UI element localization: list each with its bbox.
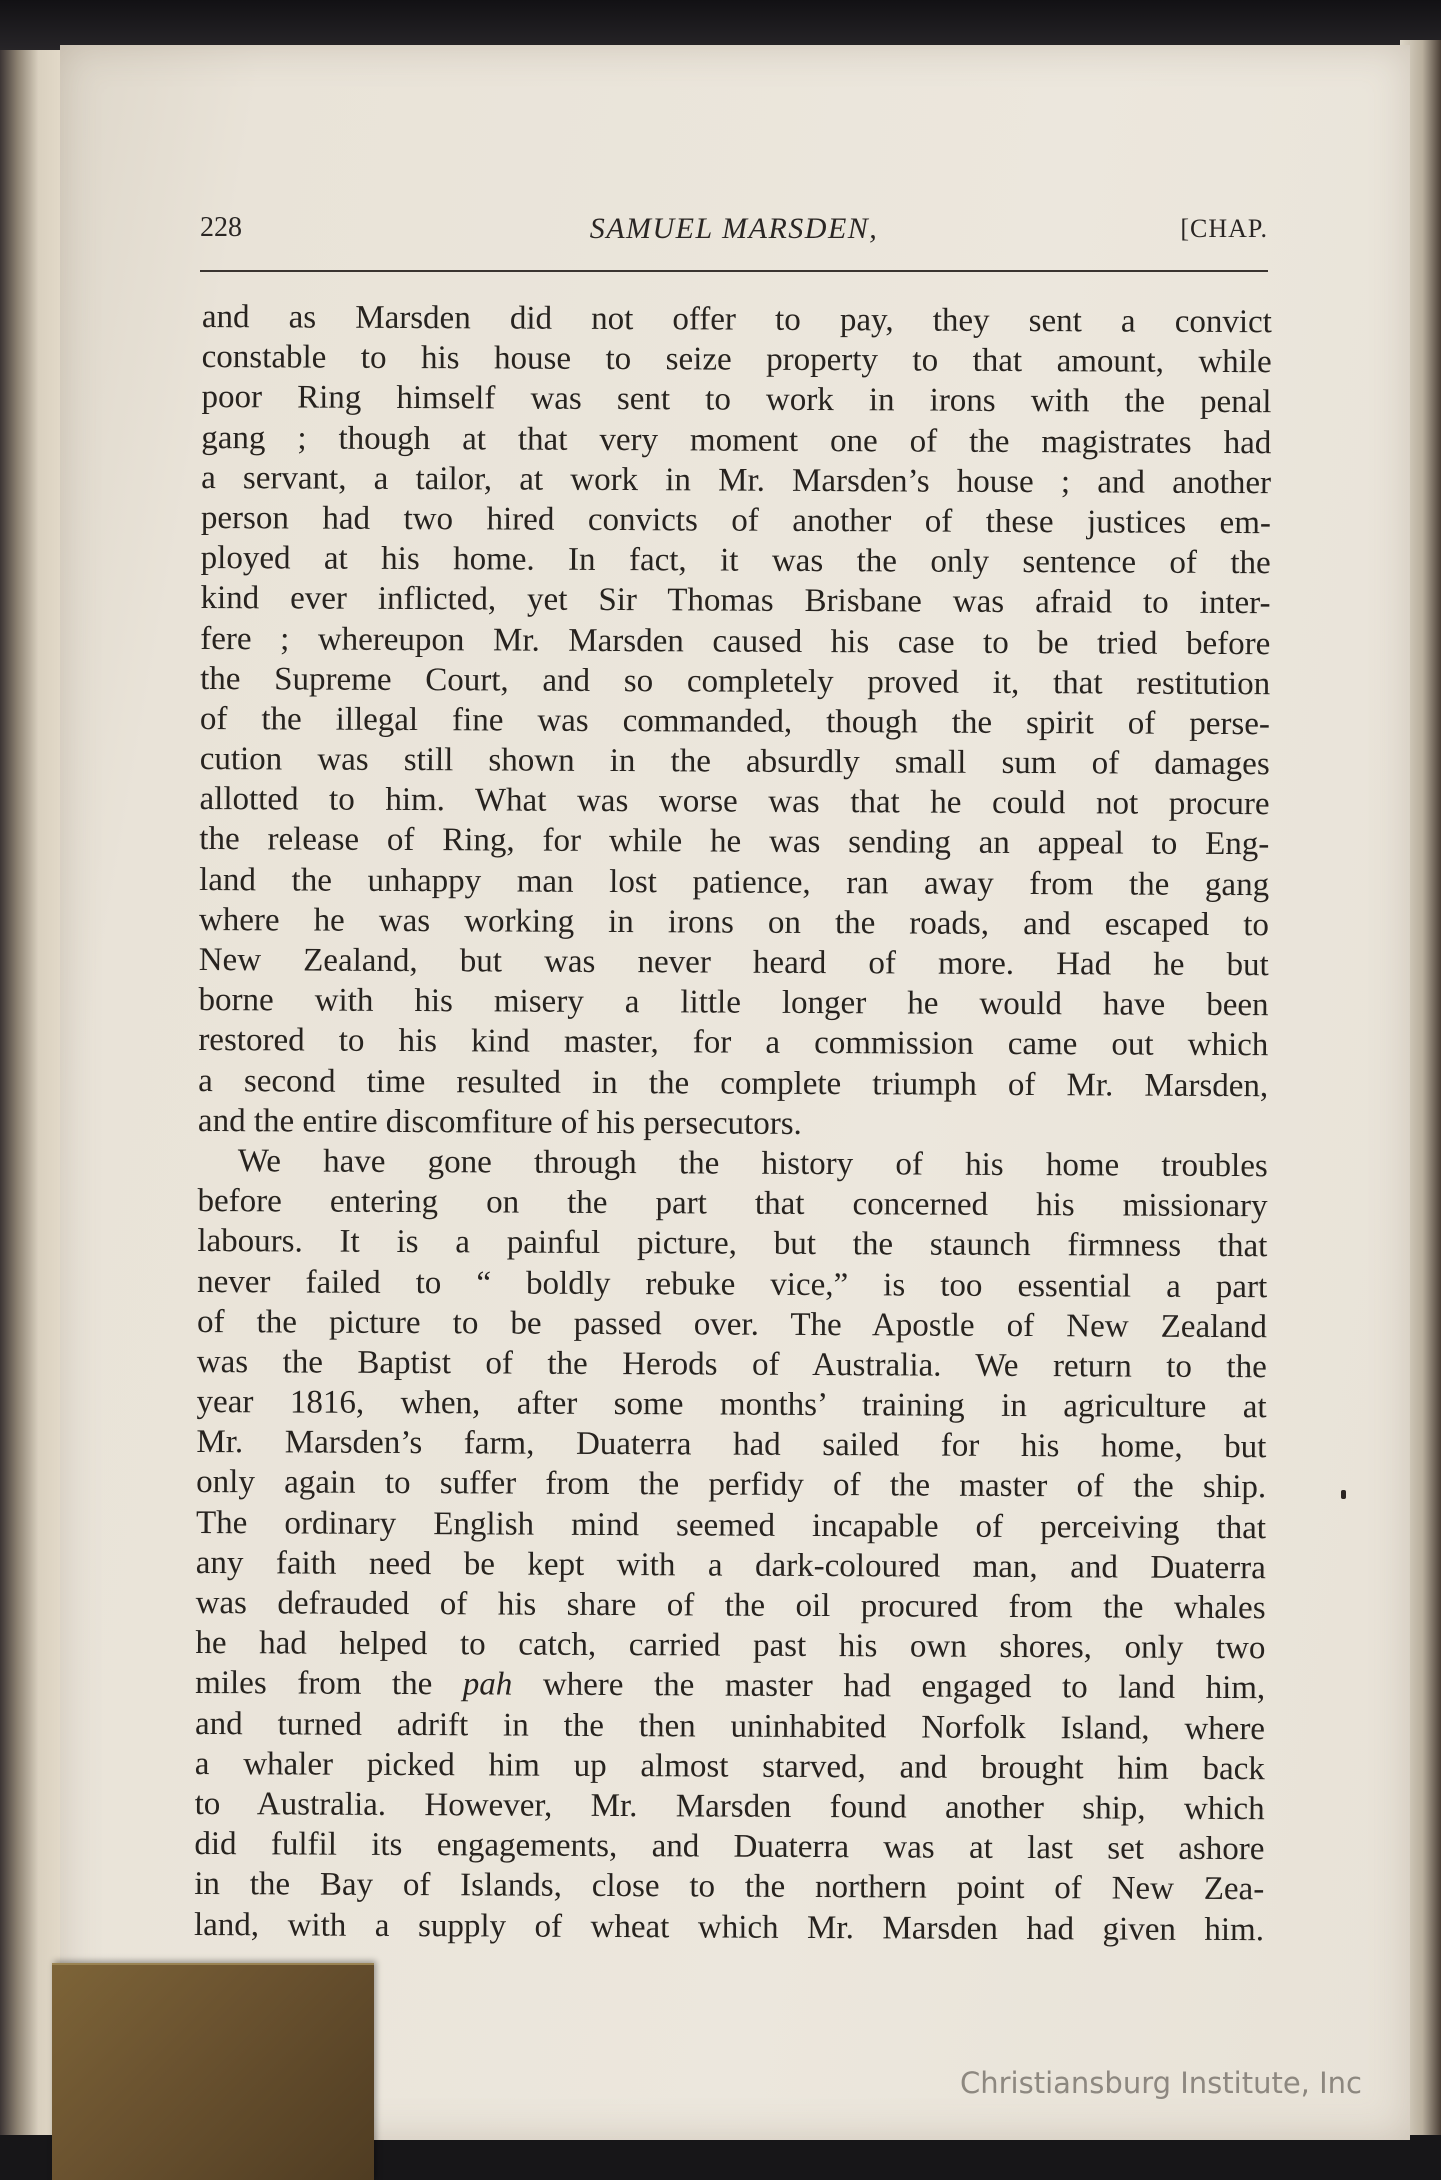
text-line-with-italic xyxy=(195,1663,1265,1708)
text-line: gang ; though at that very moment one of the magistrates had xyxy=(201,419,1272,461)
text-line: before entering on the part that concerned his missionary xyxy=(197,1183,1268,1225)
text-line: land, with a supply of wheat which Mr. Marsden had given him. xyxy=(193,1906,1265,1948)
body-text xyxy=(194,297,1272,1950)
line-remainder: where the master had engaged to land him, xyxy=(542,1667,1266,1707)
running-title: SAMUEL MARSDEN, xyxy=(589,212,879,245)
page-number: 228 xyxy=(200,212,242,243)
text-line: person had two hired convicts of another of these justices em- xyxy=(200,499,1271,542)
text-line: ployed at his home. In fact, it was the only sentence of the xyxy=(200,540,1271,582)
text-line: only again to suffer from the perfidy of the master of the ship. xyxy=(196,1464,1267,1506)
text-line: he had helped to catch, carried past his own shores, only two xyxy=(195,1625,1266,1667)
text-line: The ordinary English mind seemed incapable of perceiving that xyxy=(195,1504,1267,1546)
text-line: restored to his kind master, for a commission came out which xyxy=(198,1022,1269,1064)
paragraph-first-line: We have gone through the history of his home troubles xyxy=(237,1143,1268,1185)
text-line: of the picture to be passed over. The Apostle of New Zealand xyxy=(196,1303,1268,1345)
text-line: of the illegal fine was commanded, though the spirit of perse- xyxy=(199,700,1271,743)
text-line: was defrauded of his share of the oil procured from the whales xyxy=(195,1584,1266,1627)
text-line: constable to his house to seize property to that amount, while xyxy=(201,339,1272,381)
text-line: kind ever inflicted, yet Sir Thomas Brisbane was afraid to inter- xyxy=(200,580,1271,622)
text-line: did fulfil its engagements, and Duaterra was at last set ashore xyxy=(194,1826,1265,1868)
text-line: poor Ring himself was sent to work in irons with the penal xyxy=(201,379,1272,421)
running-head xyxy=(200,208,1268,258)
text-line: was the Baptist of the Herods of Australia. We return to the xyxy=(196,1343,1267,1386)
text-line: land the unhappy man lost patience, ran away from the gang xyxy=(199,861,1270,903)
text-line: any faith need be kept with a dark-coloured man, and Duaterra xyxy=(195,1544,1266,1587)
bookmark-tab xyxy=(52,1963,374,2180)
paragraph-end-line: and the entire discomfiture of his persecutors. xyxy=(197,1102,802,1142)
text-line: New Zealand, but was never heard of more. Had he but xyxy=(198,941,1269,984)
ink-speck xyxy=(1341,1490,1346,1499)
text-line: a servant, a tailor, at work in Mr. Marsden’s house ; and another xyxy=(201,459,1272,501)
text-line: a second time resulted in the complete triumph of Mr. Marsden, xyxy=(198,1062,1269,1104)
header-rule xyxy=(200,270,1268,272)
text-line: allotted to him. What was worse was that he could not procure xyxy=(199,781,1270,823)
text-line: in the Bay of Islands, close to the northern point of New Zea- xyxy=(194,1866,1265,1908)
text-line: where he was working in irons on the roads, and escaped to xyxy=(198,901,1270,944)
text-line: to Australia. However, Mr. Marsden found another ship, which xyxy=(194,1785,1265,1828)
text-line: the release of Ring, for while he was sending an appeal to Eng- xyxy=(199,821,1270,863)
text-line: and turned adrift in the then uninhabited Norfolk Island, where xyxy=(194,1705,1266,1747)
text-line: labours. It is a painful picture, but the staunch firmness that xyxy=(197,1223,1268,1265)
chapter-mark: [CHAP. xyxy=(1180,214,1268,243)
text-line: year 1816, when, after some months’ training in agriculture at xyxy=(196,1384,1267,1426)
text-line: borne with his misery a little longer he would have been xyxy=(198,982,1269,1024)
text-line: and as Marsden did not offer to pay, they sent a convict xyxy=(201,298,1272,341)
text-line: cution was still shown in the absurdly small sum of damages xyxy=(199,741,1270,783)
text-line: fere ; whereupon Mr. Marsden caused his case to be tried before xyxy=(200,620,1271,662)
line-prefix: miles from the xyxy=(195,1665,433,1703)
text-line: the Supreme Court, and so completely proved it, that restitution xyxy=(200,660,1271,702)
text-line: a whaler picked him up almost starved, and brought him back xyxy=(194,1745,1265,1787)
text-line: never failed to “ boldly rebuke vice,” is too essential a part xyxy=(197,1263,1268,1305)
italic-word-pah: pah xyxy=(462,1666,513,1703)
watermark: Christiansburg Institute, Inc xyxy=(960,2066,1362,2100)
text-line: Mr. Marsden’s farm, Duaterra had sailed for his home, but xyxy=(196,1424,1267,1466)
